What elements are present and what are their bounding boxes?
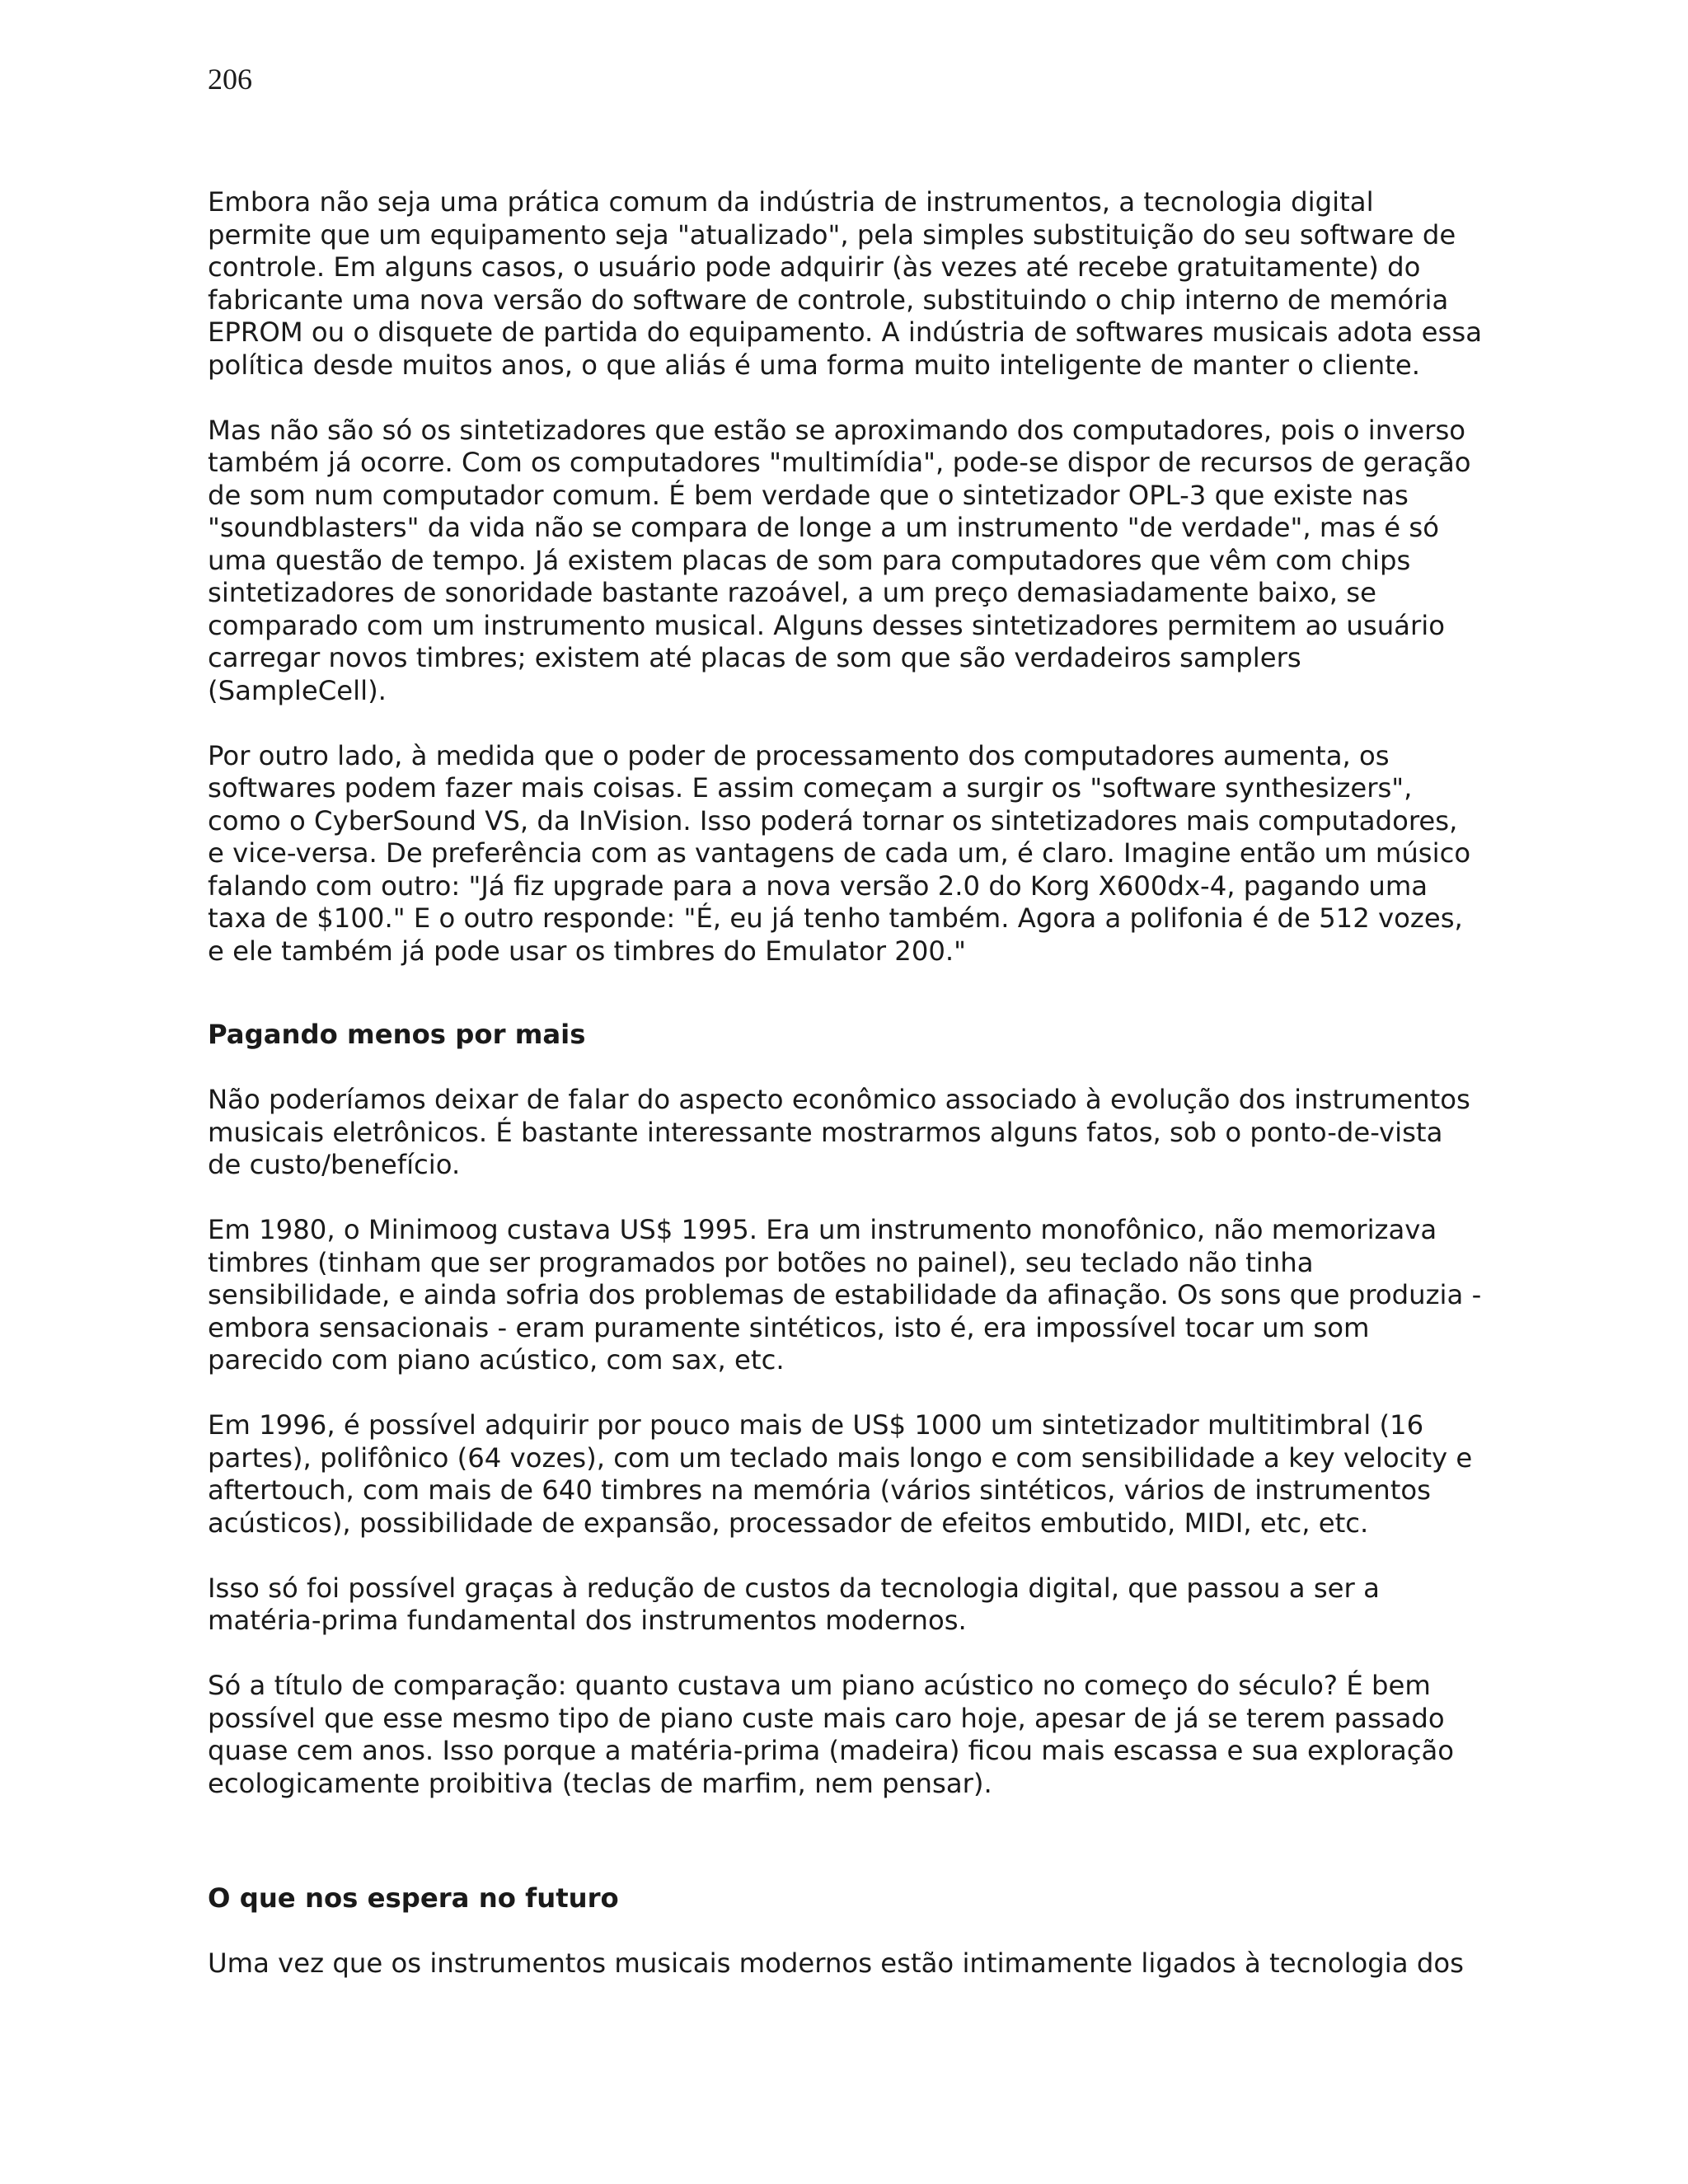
paragraph (208, 1214, 1535, 1377)
text-line: política desde muitos anos, o que aliás é uma forma muito inteligente de manter o cliente. (208, 349, 1420, 381)
text-line: possível que esse mesmo tipo de piano custe mais caro hoje, apesar de já se terem passado (208, 1702, 1445, 1734)
text-line: musicais eletrônicos. É bastante interessante mostrarmos alguns fatos, sob o ponto-de-vista (208, 1116, 1443, 1148)
paragraph (208, 740, 1535, 968)
text-line: e ele também já pode usar os timbres do Emulator 200." (208, 935, 967, 967)
section-cost-benefit (208, 1084, 1535, 1800)
text-line: uma questão de tempo. Já existem placas de som para computadores que vêm com chips (208, 544, 1411, 576)
text-line: carregar novos timbres; existem até placas de som que são verdadeiros samplers (208, 642, 1301, 673)
text-line: quase cem anos. Isso porque a matéria-prima (madeira) ficou mais escassa e sua exploração (208, 1735, 1455, 1766)
section-intro (208, 186, 1535, 968)
section-heading: Pagando menos por mais (208, 1019, 586, 1050)
text-line: acústicos), possibilidade de expansão, processador de efeitos embutido, MIDI, etc, etc. (208, 1507, 1369, 1539)
text-line: matéria-prima fundamental dos instrumentos modernos. (208, 1605, 967, 1636)
text-line: taxa de $100." E o outro responde: "É, eu já tenho também. Agora a polifonia é de 512 vozes, (208, 902, 1463, 934)
text-line: fabricante uma nova versão do software de controle, substituindo o chip interno de memória (208, 284, 1449, 316)
text-line: EPROM ou o disquete de partida do equipamento. A indústria de softwares musicais adota essa (208, 316, 1482, 348)
text-line: sintetizadores de sonoridade bastante razoável, a um preço demasiadamente baixo, se (208, 577, 1376, 608)
paragraph (208, 415, 1535, 708)
text-line: comparado com um instrumento musical. Alguns desses sintetizadores permitem ao usuário (208, 609, 1445, 641)
text-line: controle. Em alguns casos, o usuário pode adquirir (às vezes até recebe gratuitamente) do (208, 251, 1421, 283)
text-line: embora sensacionais - eram puramente sintéticos, isto é, era impossível tocar um som (208, 1311, 1370, 1343)
text-line: timbres (tinham que ser programados por botões no painel), seu teclado não tinha (208, 1246, 1314, 1278)
text-line: softwares podem fazer mais coisas. E assim começam a surgir os "software synthesizers", (208, 772, 1413, 804)
text-line: Em 1996, é possível adquirir por pouco mais de US$ 1000 um sintetizador multitimbral (16 (208, 1409, 1424, 1441)
text-line: falando com outro: "Já fiz upgrade para a nova versão 2.0 do Korg X600dx-4, pagando uma (208, 869, 1428, 902)
text-line: como o CyberSound VS, da InVision. Isso poderá tornar os sintetizadores mais computadores, (208, 804, 1458, 837)
text-line: permite que um equipamento seja "atualizado", pela simples substituição do seu software de (208, 218, 1456, 251)
paragraph (208, 1670, 1535, 1800)
text-line: aftertouch, com mais de 640 timbres na memória (vários sintéticos, vários de instrumentos (208, 1474, 1431, 1506)
text-line: Embora não seja uma prática comum da indústria de instrumentos, a tecnologia digital (208, 186, 1374, 218)
text-line: ecologicamente proibitiva (teclas de marfim, nem pensar). (208, 1767, 992, 1799)
paragraph (208, 1409, 1535, 1540)
paragraph (208, 186, 1535, 382)
text-line: Em 1980, o Minimoog custava US$ 1995. Era um instrumento monofônico, não memorizava (208, 1214, 1437, 1245)
text-line: de som num computador comum. É bem verdade que o sintetizador OPL-3 que existe nas (208, 479, 1409, 511)
text-line: "soundblasters" da vida não se compara de longe a um instrumento "de verdade", mas é só (208, 512, 1439, 543)
text-line: partes), polifônico (64 vozes), com um teclado mais longo e com sensibilidade a key velocity e (208, 1441, 1473, 1474)
text-line: Uma vez que os instrumentos musicais modernos estão intimamente ligados à tecnologia dos (208, 1947, 1464, 1979)
paragraph (208, 1084, 1535, 1182)
text-line: Só a título de comparação: quanto custava um piano acústico no começo do século? É bem (208, 1670, 1431, 1701)
text-line: Não poderíamos deixar de falar do aspecto econômico associado à evolução dos instrumentos (208, 1084, 1470, 1115)
paragraph (208, 1572, 1535, 1638)
section-future (208, 1947, 1535, 1980)
text-line: Por outro lado, à medida que o poder de processamento dos computadores aumenta, os (208, 739, 1390, 771)
text-line: Mas não são só os sintetizadores que estão se aproximando dos computadores, pois o inverso (208, 414, 1466, 446)
text-line: e vice-versa. De preferência com as vantagens de cada um, é claro. Imagine então um músico (208, 837, 1471, 869)
text-line: sensibilidade, e ainda sofria dos problemas de estabilidade da afinação. Os sons que produzia - (208, 1279, 1482, 1310)
text-line: também já ocorre. Com os computadores "multimídia", pode-se dispor de recursos de geração (208, 447, 1471, 478)
text-line: de custo/benefício. (208, 1149, 461, 1180)
text-line: (SampleCell). (208, 674, 387, 706)
document-body (208, 186, 1535, 1980)
text-line: parecido com piano acústico, com sax, etc. (208, 1344, 785, 1376)
text-line: Isso só foi possível graças à redução de custos da tecnologia digital, que passou a ser a (208, 1572, 1380, 1604)
page-number: 206 (208, 63, 252, 96)
section-heading: O que nos espera no futuro (208, 1882, 619, 1914)
paragraph (208, 1947, 1535, 1980)
